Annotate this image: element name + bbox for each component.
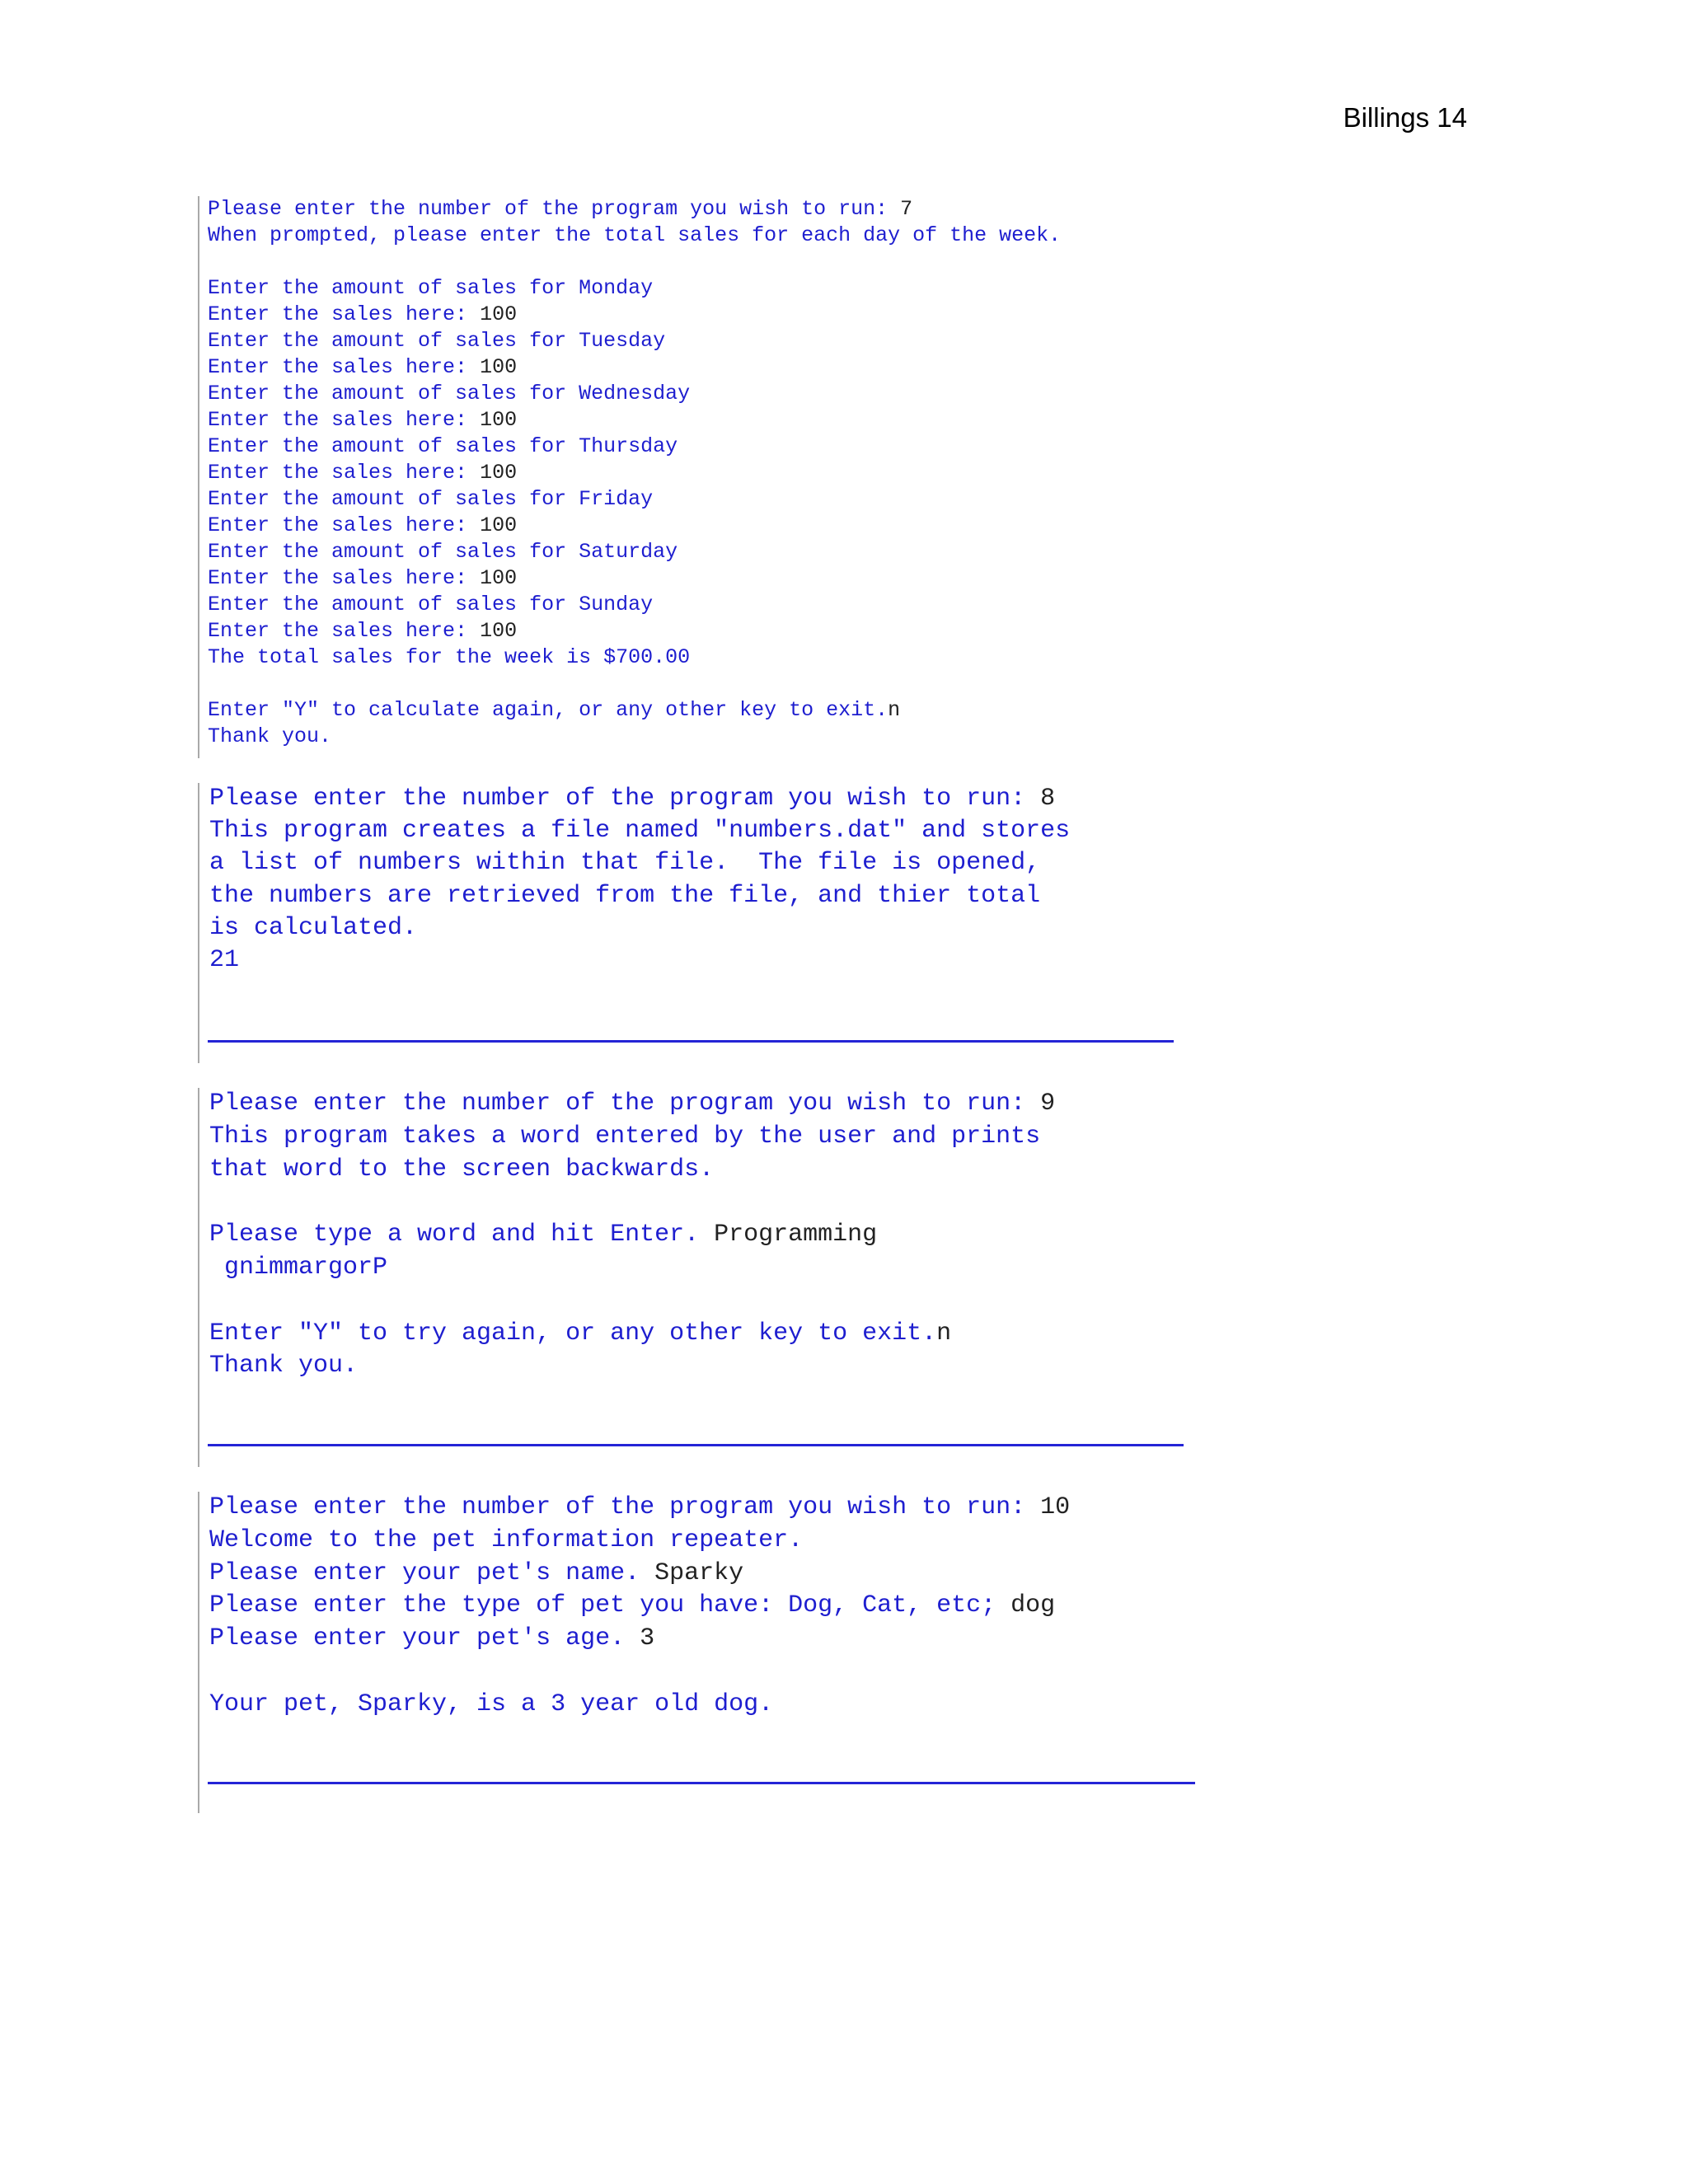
console-line bbox=[209, 880, 1179, 912]
console-line-text: Enter the sales here: bbox=[208, 513, 481, 537]
console-line-text: Please enter the number of the program you wish to run: bbox=[209, 785, 1041, 813]
console-line-text: Enter the amount of sales for Saturday bbox=[208, 540, 678, 564]
console-line-text: Enter the sales here: bbox=[208, 461, 481, 485]
console-line bbox=[209, 1558, 1195, 1591]
console-line-text: Enter "Y" to calculate again, or any other key to exit. bbox=[208, 698, 889, 722]
console-line-text: Enter the amount of sales for Wednesday bbox=[208, 382, 691, 405]
console-user-input: Programming bbox=[714, 1221, 878, 1249]
console-user-input: 100 bbox=[480, 355, 518, 379]
console-line-text: 21 bbox=[209, 946, 240, 975]
console-line-text: Enter the sales here: bbox=[208, 408, 481, 432]
console-line-text: Enter the sales here: bbox=[208, 302, 481, 326]
console-line bbox=[208, 381, 1154, 407]
console-line-text: Welcome to the pet information repeater. bbox=[209, 1526, 804, 1554]
console-user-input: Sparky bbox=[654, 1558, 744, 1587]
console-line-text: Enter the amount of sales for Tuesday bbox=[208, 329, 666, 353]
console-line bbox=[208, 618, 1154, 644]
console-line-text: Enter the amount of sales for Friday bbox=[208, 487, 654, 511]
console-line bbox=[208, 671, 1154, 697]
console-user-input: n bbox=[888, 698, 901, 722]
console-divider bbox=[208, 1444, 1184, 1446]
console-line bbox=[208, 275, 1154, 302]
console-line bbox=[208, 434, 1154, 460]
console-line bbox=[208, 592, 1154, 618]
console-line bbox=[208, 196, 1154, 223]
console-line-text: Enter the amount of sales for Thursday bbox=[208, 434, 678, 458]
console-output-program-10 bbox=[198, 1492, 1195, 1813]
console-line bbox=[209, 1318, 1187, 1351]
console-line bbox=[209, 1350, 1187, 1383]
console-divider bbox=[208, 1782, 1195, 1784]
console-line-text: This program creates a file named "numbers.dat" and stores bbox=[209, 817, 1071, 846]
console-line bbox=[208, 724, 1154, 750]
console-line bbox=[209, 847, 1179, 879]
console-line-text: Enter the amount of sales for Sunday bbox=[208, 593, 654, 616]
console-user-input: dog bbox=[1010, 1591, 1056, 1620]
console-user-input: 100 bbox=[480, 513, 518, 537]
console-line-text: Enter the sales here: bbox=[208, 566, 481, 590]
console-line bbox=[208, 565, 1154, 592]
console-line bbox=[209, 815, 1179, 847]
console-line-text: The total sales for the week is $700.00 bbox=[208, 645, 691, 669]
console-line-text: Please enter the number of the program you wish to run: bbox=[209, 1090, 1041, 1118]
console-line-text: Thank you. bbox=[208, 724, 332, 748]
console-line-text: that word to the screen backwards. bbox=[209, 1155, 715, 1183]
console-line-text: Enter "Y" to try again, or any other key to exit. bbox=[209, 1319, 937, 1347]
page-header: Billings 14 bbox=[1343, 102, 1467, 133]
console-line bbox=[208, 223, 1154, 249]
console-line bbox=[208, 460, 1154, 486]
console-user-input: n bbox=[936, 1319, 952, 1347]
console-line-text: gnimmargorP bbox=[209, 1253, 388, 1282]
console-user-input: 3 bbox=[640, 1624, 655, 1653]
console-line bbox=[208, 697, 1154, 724]
console-line bbox=[209, 1088, 1187, 1121]
console-line-text: Your pet, Sparky, is a 3 year old dog. bbox=[209, 1690, 774, 1718]
console-user-input: 100 bbox=[480, 619, 518, 643]
console-user-input: 100 bbox=[480, 461, 518, 485]
console-divider bbox=[208, 1040, 1174, 1043]
console-line-text: the numbers are retrieved from the file, and thier total bbox=[209, 881, 1041, 910]
console-line bbox=[208, 486, 1154, 513]
console-line bbox=[209, 1492, 1195, 1525]
console-line bbox=[209, 783, 1179, 815]
console-user-input: 100 bbox=[480, 302, 518, 326]
console-line-text: a list of numbers within that file. The file is opened, bbox=[209, 849, 1041, 878]
console-line bbox=[209, 1656, 1195, 1689]
console-line bbox=[209, 1252, 1187, 1285]
console-line-text: Enter the amount of sales for Monday bbox=[208, 276, 654, 300]
console-line bbox=[209, 1525, 1195, 1558]
console-line bbox=[209, 1689, 1195, 1722]
console-line-text: Thank you. bbox=[209, 1352, 359, 1380]
console-user-input: 8 bbox=[1040, 785, 1056, 813]
console-line bbox=[209, 1285, 1187, 1318]
console-line bbox=[208, 513, 1154, 539]
console-line bbox=[208, 539, 1154, 565]
console-output-program-8 bbox=[198, 783, 1179, 1063]
console-line bbox=[209, 1186, 1187, 1219]
console-user-input: 100 bbox=[480, 566, 518, 590]
console-line bbox=[209, 944, 1179, 977]
console-line-text: When prompted, please enter the total sales for each day of the week. bbox=[208, 223, 1062, 247]
console-line-text: Please enter your pet's name. bbox=[209, 1558, 655, 1587]
console-line bbox=[208, 407, 1154, 434]
console-line bbox=[209, 1154, 1187, 1187]
console-line-text: Enter the sales here: bbox=[208, 355, 481, 379]
console-output-program-9 bbox=[198, 1088, 1187, 1467]
console-line bbox=[208, 644, 1154, 671]
console-line bbox=[208, 302, 1154, 328]
console-line bbox=[209, 1623, 1195, 1656]
console-line-text: Please enter your pet's age. bbox=[209, 1624, 640, 1653]
console-line-text: Please enter the number of the program you wish to run: bbox=[208, 197, 901, 221]
console-line-text: This program takes a word entered by the user and prints bbox=[209, 1122, 1041, 1151]
console-output-program-7 bbox=[198, 196, 1154, 758]
console-user-input: 10 bbox=[1040, 1493, 1071, 1521]
console-user-input: 100 bbox=[480, 408, 518, 432]
console-user-input: 9 bbox=[1040, 1090, 1056, 1118]
console-line bbox=[209, 1219, 1187, 1252]
console-user-input: 7 bbox=[900, 197, 913, 221]
console-line bbox=[208, 249, 1154, 275]
console-line-text: Please type a word and hit Enter. bbox=[209, 1221, 715, 1249]
console-line-text: Please enter the type of pet you have: Dog, Cat, etc; bbox=[209, 1591, 1011, 1620]
console-line-text: is calculated. bbox=[209, 913, 418, 942]
console-line-text: Please enter the number of the program you wish to run: bbox=[209, 1493, 1041, 1521]
console-line bbox=[208, 328, 1154, 354]
console-line bbox=[209, 912, 1179, 944]
console-line-text: Enter the sales here: bbox=[208, 619, 481, 643]
console-line bbox=[209, 1121, 1187, 1154]
console-line bbox=[208, 354, 1154, 381]
console-line bbox=[209, 1590, 1195, 1623]
